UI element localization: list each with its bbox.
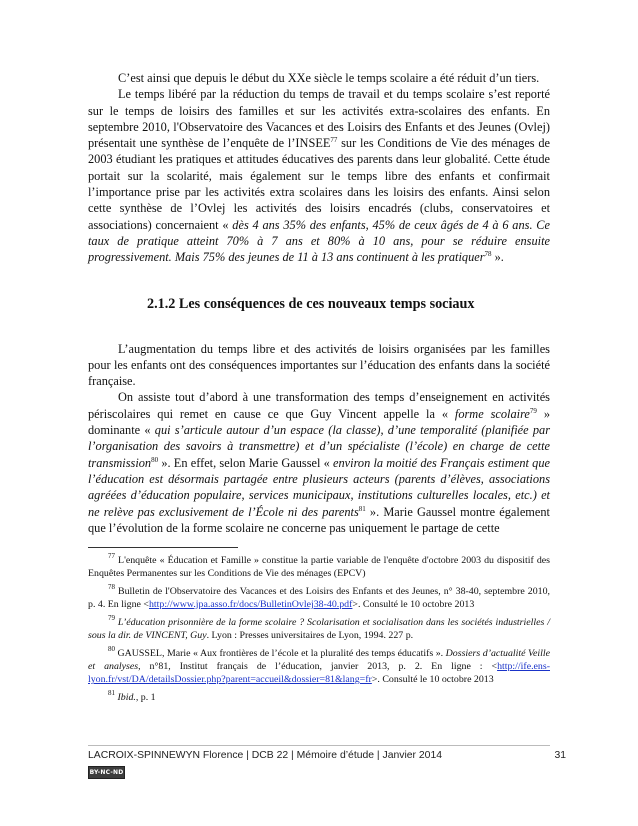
footnote-link[interactable]: http://ife.ens-lyon.fr/vst/DA/detailsDossier.php?parent=accueil&dossier=81&lang=fr [88,661,550,686]
footnote-text: >. Consulté le 10 octobre 2013 [371,674,494,686]
footnote-ref-81[interactable]: 81 [358,504,366,513]
footnote-number: 80 [108,645,115,654]
footnote-text: Bulletin de l'Observatoire des Vacances et des Loisirs des Enfants et des Jeunes, n° 38-40, septembre 2010, p. 4. En ligne < [88,586,550,611]
quote-italic: dès 4 ans 35% des enfants, 45% de ceux âgés de 4 à 6 ans. Ce taux de pratique atteint 70% à 7 ans et 80% à 10 ans, pour se réduire ensuite progressivement. Mais 75% des jeunes de 11 à 13 ans continuent à les pratiquer [88,217,551,265]
cc-license-label: BY-NC-ND [89,769,124,776]
footnote-ref-78[interactable]: 78 [484,250,492,259]
footnote-78 [88,585,550,611]
paragraph-forme-scolaire [88,389,550,536]
quote-italic: qui s’articule autour d’un espace (la classe), d’une temporalité (planifiée par l’organisation des savoirs à transmettre) et d’un spécialiste (l’école) en charge de cette transmission [88,423,551,470]
footnote-italic: Dossiers d’actualité Veille et analyses [88,648,550,673]
page-content [88,70,550,709]
footnote-text: , n°81, Institut français de l’éducation, janvier 2013, p. 2. En ligne : < [138,661,498,673]
quote-italic: environ la moitié des Français estiment que l’éducation est désormais partagée entre plusieurs acteurs (parents d’élèves, associations agréées d’éducation populaire, services municipaux, institutions culturelles locales, etc.) et ne relève pas exclusivement de l’École ni des parents [88,455,550,519]
footnote-text: . Lyon : Presses universitaires de Lyon, 1994. 227 p. [206,630,414,642]
page-footer [88,745,566,761]
footnote-80 [88,647,550,686]
paragraph-ovlej [88,86,550,265]
cc-license-badge[interactable] [88,766,125,779]
footer-text: LACROIX-SPINNEWYN Florence | DCB 22 | Mémoire d’étude | Janvier 2014 [88,750,443,761]
paragraph-text: L’augmentation du temps libre et des activités de loisirs organisées par les familles pour les enfants ont des conséquences importantes sur l’éducation des enfants dans la société française. [88,341,550,389]
footnote-ref-79[interactable]: 79 [529,406,537,415]
paragraph-text: Le temps libéré par la réduction du temps de travail et du temps scolaire s’est reporté sur le temps de loisirs des familles et sur les activités extra-scolaires des enfants. En septembre 2010, l'Observatoire des Vacances et des Loisirs des Enfants et des Jeunes (Ovlej) présentait une synthèse de l’enquête de l’INSEE [88,87,550,151]
footnote-divider [88,547,238,548]
footnote-text: GAUSSEL, Marie « Aux frontières de l’école et la pluralité des temps éducatifs ». [115,648,446,660]
footnote-italic: Ibid. [115,692,136,704]
paragraph-text: sur les Conditions de Vie des ménages de 2003 étudiant les pratiques et attitudes éducatives des parents dans leur globalité. Cette étude portait sur la scolarité, mais également sur le temps libre des enfants et confirmait l’importance prise par les activités extra scolaires dans les loisirs des enfants. Ainsi selon cette synthèse de l’Ovlej les activités des loisirs encadrés (clubs, conservatoires et associations) concernaient « [88,136,550,232]
footnote-81 [88,691,550,704]
paragraph-text: On assiste tout d’abord à une transformation des temps d’enseignement en activités périscolaires qui remet en cause ce que Guy Vincent appelle la « [88,390,550,421]
footnote-number: 79 [108,614,115,623]
paragraph-text: ». [491,250,504,265]
paragraph-intro [88,70,550,86]
footnote-number: 78 [108,583,115,592]
paragraph-consequences [88,341,550,390]
paragraph-text: C’est ainsi que depuis le début du XXe siècle le temps scolaire a été réduit d’un tiers. [118,71,540,85]
footnote-text: L'enquête « Éducation et Famille » constitue la partie variable de l'enquête d'octobre 2003 du dispositif des Enquêtes Permanentes sur les Conditions de Vie des ménages (EPCV) [88,555,550,580]
footnote-77 [88,554,550,580]
footnote-ref-77[interactable]: 77 [330,136,338,145]
paragraph-text: ». En effet, selon Marie Gaussel « [158,455,334,470]
page-number: 31 [554,750,566,761]
footnote-link[interactable]: http://www.jpa.asso.fr/docs/BulletinOvlej38-40.pdf [148,599,353,611]
footnote-79 [88,616,550,642]
paragraph-text: » dominante « [88,406,550,438]
section-heading: 2.1.2 Les conséquences de ces nouveaux temps sociaux [147,295,475,312]
footnote-text: >. Consulté le 10 octobre 2013 [352,599,475,611]
footnote-ref-80[interactable]: 80 [151,455,159,464]
footnote-number: 77 [108,552,115,561]
paragraph-text: ». Marie Gaussel montre également que l’évolution de la forme scolaire ne concerne pas uniquement le partage de cette [88,504,550,535]
footnote-text: , p. 1 [135,692,156,704]
quote-italic: forme scolaire [454,406,530,421]
footnote-number: 81 [108,689,115,698]
footnote-italic: L’éducation prisonnière de la forme scolaire ? Scolarisation et socialisation dans les sociétés industrielles / sous la dir. de VINCENT, Guy [88,617,550,642]
